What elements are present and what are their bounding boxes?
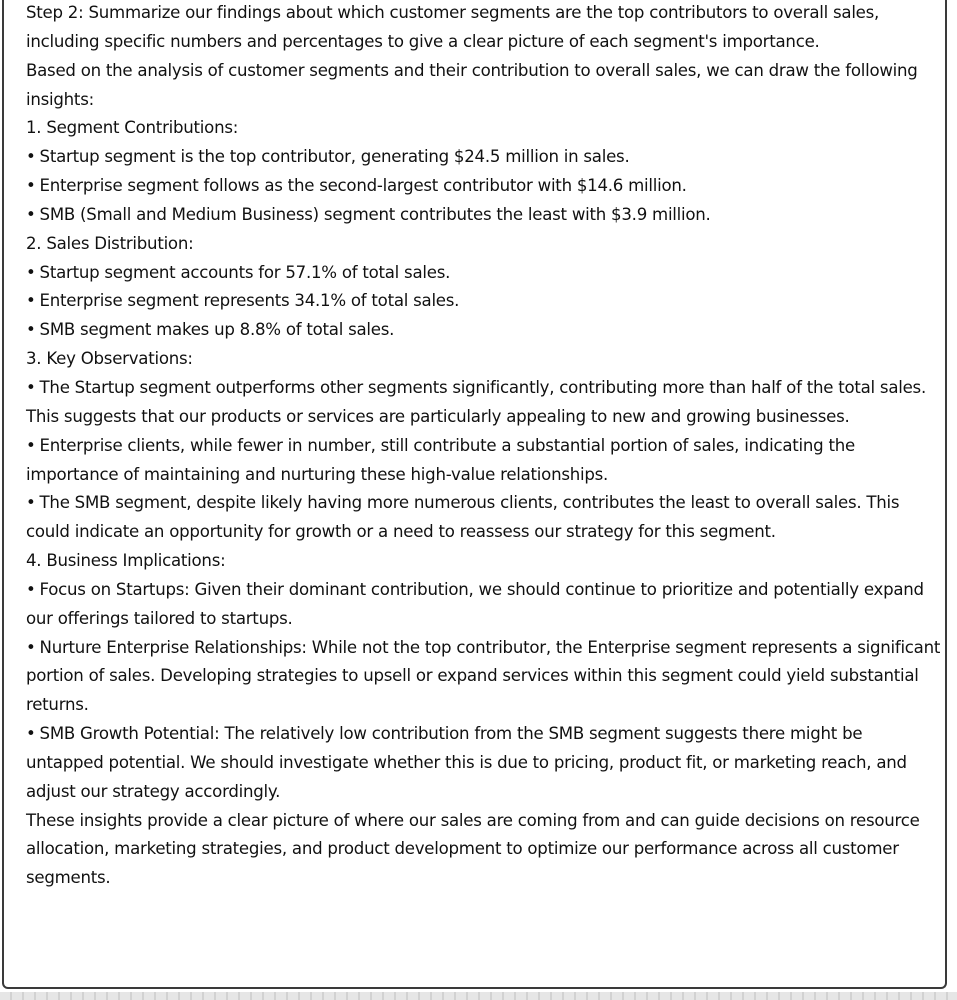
bullet-icon: • — [26, 320, 36, 340]
list-item — [26, 143, 941, 172]
list-item — [26, 576, 941, 634]
section-heading-sales-distribution: 2. Sales Distribution: — [26, 233, 194, 253]
list-item — [26, 259, 941, 288]
bullet-icon: • — [26, 147, 36, 167]
bottom-divider — [0, 992, 957, 1000]
list-item — [26, 432, 941, 490]
list-item — [26, 720, 941, 807]
list-item — [26, 489, 941, 547]
document-content — [26, 0, 941, 893]
list-item-text: Enterprise segment represents 34.1% of total sales. — [39, 291, 460, 311]
list-item — [26, 287, 941, 316]
list-item-text: SMB segment makes up 8.8% of total sales. — [39, 320, 395, 340]
intro-paragraph: Based on the analysis of customer segments and their contribution to overall sales, we can draw the following insights: — [26, 60, 918, 109]
list-item-text: Startup segment accounts for 57.1% of total sales. — [39, 262, 451, 282]
bullet-icon: • — [26, 435, 36, 455]
bullet-icon: • — [26, 204, 36, 224]
list-item-text: SMB (Small and Medium Business) segment contributes the least with $3.9 million. — [39, 204, 711, 224]
section-heading-key-observations: 3. Key Observations: — [26, 349, 193, 369]
list-item-text: The SMB segment, despite likely having more numerous clients, contributes the least to overall sales. This could indicate an opportunity for growth or a need to reassess our strategy for this segment. — [26, 493, 900, 542]
list-item-text: The Startup segment outperforms other segments significantly, contributing more than half of the total sales. This suggests that our products or services are particularly appealing to new and growing businesses. — [26, 377, 926, 426]
list-item-text: Nurture Enterprise Relationships: While not the top contributor, the Enterprise segment represents a significant portion of sales. Developing strategies to upsell or expand services within this segment could yield substantial returns. — [26, 637, 941, 715]
list-item — [26, 172, 941, 201]
section-heading-business-implications: 4. Business Implications: — [26, 551, 226, 571]
bullet-icon: • — [26, 637, 36, 657]
list-item-text: Enterprise clients, while fewer in number, still contribute a substantial portion of sales, indicating the importance of maintaining and nurturing these high-value relationships. — [26, 435, 855, 484]
list-item — [26, 201, 941, 230]
bullet-icon: • — [26, 377, 36, 397]
bullet-icon: • — [26, 291, 36, 311]
list-item — [26, 374, 941, 432]
document-panel — [2, 0, 947, 989]
bullet-icon: • — [26, 262, 36, 282]
list-item-text: Enterprise segment follows as the second-largest contributor with $14.6 million. — [39, 176, 687, 196]
conclusion-paragraph: These insights provide a clear picture of where our sales are coming from and can guide decisions on resource allocation, marketing strategies, and product development to optimize our performance across all customer segments. — [26, 810, 920, 888]
step-heading: Step 2: Summarize our findings about which customer segments are the top contributors to overall sales, including specific numbers and percentages to give a clear picture of each segment's importance. — [26, 3, 880, 51]
bullet-icon: • — [26, 493, 36, 513]
list-item — [26, 316, 941, 345]
list-item-text: SMB Growth Potential: The relatively low contribution from the SMB segment suggests there might be untapped potential. We should investigate whether this is due to pricing, product fit, or marketing reach, and adjust our strategy accordingly. — [26, 724, 907, 801]
section-heading-segment-contributions: 1. Segment Contributions: — [26, 118, 239, 138]
list-item-text: Startup segment is the top contributor, generating $24.5 million in sales. — [39, 147, 630, 167]
list-item — [26, 634, 941, 721]
bullet-icon: • — [26, 176, 36, 196]
bullet-icon: • — [26, 724, 36, 744]
list-item-text: Focus on Startups: Given their dominant contribution, we should continue to prioritize and potentially expand our offerings tailored to startups. — [26, 579, 924, 628]
bullet-icon: • — [26, 579, 36, 599]
